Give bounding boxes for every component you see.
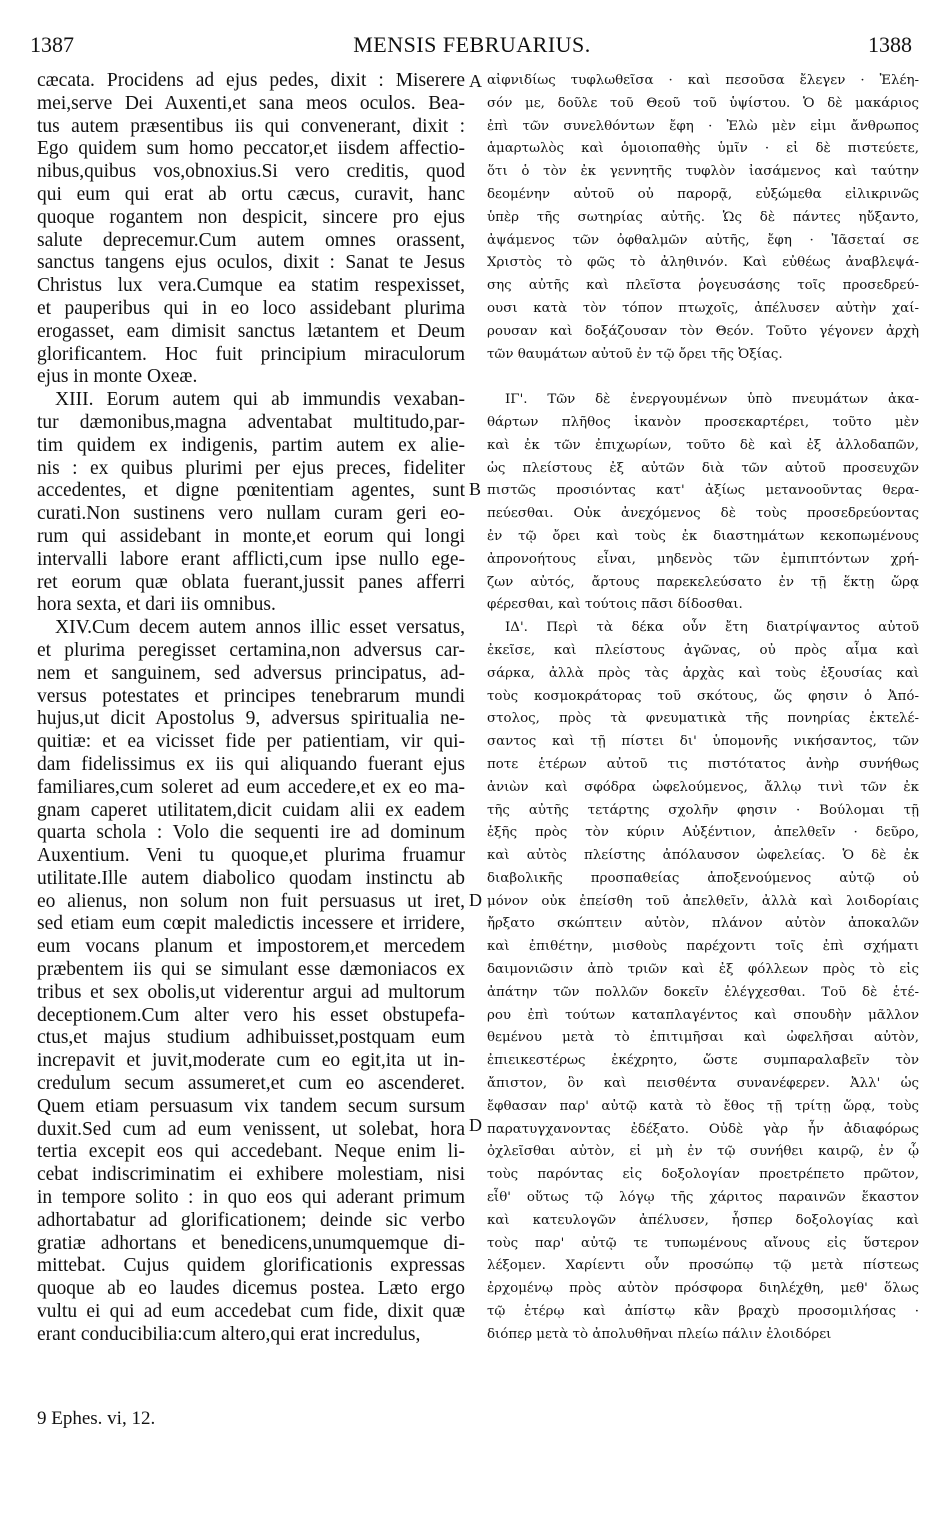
text-line: ἐκεῖσε, καὶ πλείστους ἀγῶνας, οὐ πρὸς αἷμα καὶ — [487, 642, 919, 658]
text-line: τῶν θαυμάτων αὐτοῦ ἐν τῷ ὄρει τῆς Ὀξίας. — [487, 346, 783, 362]
text-line: ctus,et majus studium adhibuisset,postquam eum — [37, 1027, 465, 1049]
running-title: MENSIS FEBRUARIUS. — [353, 32, 591, 57]
text-line: curati.Non sustinens vero nullam curam geri eo- — [37, 503, 465, 525]
text-line: στολος, πρὸς τὰ φνευματικὰ τῆς πονηρίας ἐκτελέ- — [487, 711, 919, 727]
text-line: ἄπιστον, ὃν καὶ πεισθέντα συνανέφερεν. Ἀλλ' ὡς — [487, 1076, 919, 1092]
text-line: tribus et sex obolis,ut viderentur argui ad multorum — [37, 981, 465, 1003]
greek-column — [487, 70, 919, 1347]
text-line: cebat indiscriminatim ei exhibere molestiam, nisi — [37, 1164, 465, 1186]
text-line: ἀνιὼν καὶ σφόδρα ὠφελούμενος, ἄλλῳ τινὶ τῶν ἐκ — [487, 779, 919, 795]
margin-marker: B — [469, 479, 482, 499]
text-line: Ego quidem sum homo peccator,et iisdem affectio- — [37, 138, 465, 160]
text-line: eum vocans planum et impostorem,et mercedem — [37, 936, 465, 958]
text-line: ἀπάτην τῶν πολλῶν δοκεῖν ἐλέγχεσθαι. Τοῦ δὲ ἑτέ- — [487, 984, 919, 1000]
text-line: δεομένην αὐτοῦ οὐ παρορᾷ, εὐξώμεθα εἰλικρινῶς — [487, 186, 919, 202]
text-line: ὑπὲρ τῆς σωτηρίας αὐτῆς. Ὡς δὲ πάντες ηὔξαντο, — [487, 209, 919, 225]
footnote: 9 Ephes. vi, 12. — [37, 1408, 156, 1429]
text-line: καὶ κατευλογῶν ἀπέλυσεν, ἧσπερ δοξολογίας καὶ — [487, 1212, 919, 1228]
text-line: tim quidem ex indigenis, partim autem ex alie- — [37, 434, 465, 456]
text-line: ὡς πλείστους ἐξ αὐτῶν διὰ τῶν αὐτοῦ προσευχῶν — [487, 460, 919, 476]
text-line: Quem etiam persuasum vix tandem secum sursum — [37, 1095, 465, 1117]
text-line: θεμένου μετὰ τὸ ἐπιτιμῆσαι καὶ ὠφελῆσαι αὐτὸν, — [487, 1030, 919, 1046]
text-line: tertia excepit eos qui accedebant. Neque enim li- — [37, 1141, 465, 1163]
text-line: ejus in monte Oxeæ. — [37, 366, 198, 388]
text-line: rum qui assidebant in monte,et eorum qui longi — [37, 525, 465, 547]
page-number-right: 1388 — [868, 32, 912, 57]
text-line: ret eorum quæ oblata fuerant,jussit panes afferri — [37, 571, 465, 593]
text-line: ἐπὶ τῶν συνελθόντων ἔφη · Ἐλὼ μὲν εἰμι ἄνθρωπος — [487, 118, 919, 134]
text-line: Auxentium. Veni tu quoque,et plurima fruamur — [37, 845, 465, 867]
text-line: πιστῶς προσιόντας κατ' ἀξίως μετανοοῦντας θερα- — [487, 483, 919, 499]
text-line: ἐπιεικεστέρως ἐκέχρητο, ὥστε συμπαραλαβεῖν τὸν — [487, 1053, 919, 1069]
text-line: ὅτι ὁ τὸν ἐκ γεννητῆς τυφλὸν ἰασάμενος καὶ ταύτην — [487, 164, 919, 180]
text-line: καὶ ἐπιθέτην, μισθοὺς παρέχοντι τοῖς ἐπὶ σχήματι — [487, 939, 919, 955]
text-line: διόπερ μετὰ τὸ ἀπολυθῆναι πλείω πάλιν ἐλοιδόρει — [487, 1326, 832, 1342]
text-line: εἶθ' οὕτως τῷ λόγῳ τῆς χάριτος παραινῶν ἕκαστον — [487, 1190, 919, 1206]
text-line: eo alienus, non solum non fuit persuasus ut iret, — [37, 890, 465, 912]
text-line: hora sexta, et dari iis omnibus. — [37, 594, 276, 616]
text-line: quoque rogantem non despicit, sincere pro ejus — [37, 206, 465, 228]
text-line: Christus lux vera.Cumque ea statim respexisset, — [37, 275, 465, 297]
text-line: vultu ei qui ad eum accedebat cum fide, dixit quæ — [37, 1301, 465, 1323]
text-line: θάρτων πλῆθος ἱκανὸν προσεκαρτέρει, τοῦτο μὲν — [487, 414, 919, 430]
text-line: καὶ αὐτὸς πλείστης ἀπόλαυσον ὠφελείας. Ὁ δὲ ἐκ — [487, 848, 919, 864]
text-line: increpavit et juvit,moderate cum eo egit,ita ut in- — [37, 1050, 465, 1072]
text-line: adhortabatur ad glorificationem; deinde sic verbo — [37, 1209, 465, 1231]
text-line: σης αὐτῆς καὶ πλεῖστα ῥογευσάσης τοῖς προσεδρεύ- — [487, 278, 919, 294]
margin-marker: D — [469, 1115, 482, 1135]
text-line: et plurima peregisset certamina,non adversus car- — [37, 639, 465, 661]
text-line: σόν με, δοῦλε τοῦ Θεοῦ τοῦ ὑψίστου. Ὁ δὲ μακάριος — [487, 95, 919, 111]
text-line: erogasset, eam dimisit sanctus lætantem et Deum — [37, 320, 465, 342]
text-line: tur dæmonibus,magna adventabat multitudo,par- — [37, 411, 465, 433]
text-line: nem et sanguinem, sed adversus principatus, ad- — [37, 662, 465, 684]
text-line: gnam caperet utilitatem,dicit cuidam alii ex eadem — [37, 799, 465, 821]
text-line: quitiæ: et ea vicisset fide per patientiam, vir qui- — [37, 731, 465, 753]
text-line: in tempore solito : in quo eos qui aderant primum — [37, 1187, 465, 1209]
text-line: παρατυγχανοντας ἐδέξατο. Οὐδὲ γὰρ ἦν ἀδιαφόρως — [487, 1121, 919, 1137]
text-line: nibus,quibus vos,obnoxius.Si vero creditis, quod — [37, 161, 465, 183]
text-line: ρουσαν καὶ δοξάζουσαν τὸν Θεόν. Τοῦτο γέγονεν ἀρχὴ — [487, 323, 919, 339]
text-line: αἰφνιδίως τυφλωθεῖσα · καὶ πεσοῦσα ἔλεγεν · Ἐλέη- — [487, 73, 919, 88]
text-line: τοὺς παρόντας εἰς δοξολογίαν προετρέπετο πρῶτον, — [487, 1167, 919, 1183]
text-line: gratiæ adhortans et benedicens,unumquemque di- — [37, 1232, 465, 1254]
text-line: XIII. Eorum autem qui ab immundis vexaban- — [55, 389, 465, 411]
text-line: ΙΓ'. Τῶν δὲ ἐνεργουμένων ὑπὸ πνευμάτων ἀκα- — [505, 392, 919, 408]
text-line: καὶ ἐκ τῶν ἐπιχωρίων, τοῦτο δὲ καὶ ἐξ ἀλλοδαπῶν, — [487, 437, 919, 453]
text-line: λέξομεν. Χαρίεντι οὖν προσώπῳ τῷ μετὰ πίστεως — [487, 1258, 919, 1274]
text-line: σάρκα, ἀλλὰ πρὸς τὰς ἀρχὰς καὶ τοὺς ἐξουσίας καὶ — [487, 665, 919, 681]
text-line: quoque ab eo laudes dicemus postea. Læto ergo — [37, 1278, 465, 1300]
text-line: ἑξῆς πρὸς τὸν κύριν Αὐξέντιον, ἀπελθεῖν · δεῦρο, — [487, 825, 919, 841]
text-line: ΙΔ'. Περὶ τὰ δέκα οὖν ἔτη διατρίψαντος αὐτοῦ — [505, 620, 919, 636]
text-line: qui eum qui erat ab ortu cæcus, curavit, hanc — [37, 183, 465, 205]
text-line: XIV.Cum decem autem annos illic esset versatus, — [55, 617, 465, 639]
text-line: quarta schola : Volo die sequenti ire ad dominum — [37, 822, 465, 844]
text-line: ἐν τῷ ὄρει καὶ τοὺς ἐκ διαστημάτων κεκοπωμένους — [487, 528, 919, 544]
text-line: sanctus tangens ejus oculos, dixit : Sanat te Jesus — [37, 252, 465, 274]
text-line: ἁμαρτωλὸς καὶ ὁμοιοπαθὴς ὑμῖν · εἰ δὲ πιστεύετε, — [487, 141, 919, 157]
text-line: πεύεσθαι. Οὐκ ἀνεχόμενος δὲ τοὺς προσεδρεύοντας — [487, 506, 919, 522]
text-line: hujus,ut dicit Apostolus 9, adversus spiritualia ne- — [37, 708, 465, 730]
text-line: credulum secum assumeret,et cum eo ascenderet. — [37, 1073, 465, 1095]
text-line: Χριστὸς τὸ φῶς τὸ ἀληθινόν. Καὶ εὐθέως ἀναβλεψά- — [487, 255, 919, 271]
text-line: cæcata. Procidens ad ejus pedes, dixit : Miserere — [37, 70, 465, 91]
text-line: sed etiam eum cœpit maledictis incessere et irridere, — [37, 913, 465, 935]
latin-column — [37, 70, 465, 1347]
text-line: ἀπρονοήτους εἶναι, μηδενὸς τῶν ἐμπιπτόντων χρή- — [487, 551, 919, 567]
text-line: ουσι κατὰ τὸν τόπον πτωχοῖς, ἀπέλυσεν αὐτὴν χαί- — [487, 300, 919, 316]
page-number-left: 1387 — [30, 32, 74, 57]
text-line: ἀψάμενος τῶν ὀφθαλμῶν αὐτῆς, ἔφη · Ἰᾶσεταί σε — [487, 232, 919, 248]
text-line: ἤρξατο σκώπτειν αὐτὸν, πλάνον αὐτὸν ἀποκαλῶν — [487, 916, 919, 932]
text-line: glorificantem. Hoc fuit principium miraculorum — [37, 343, 465, 365]
text-line: et pauperibus qui in eo loco assidebant plurima — [37, 297, 465, 319]
text-line: ἔφθασαν παρ' αὐτῷ κατὰ τὸ ἔθος τῇ τρίτῃ ὥρᾳ, τοὺς — [487, 1098, 919, 1114]
text-line: τῆς αὐτῆς τετάρτης σχολῆν φησιν · Βούλομαι τῇ — [487, 802, 919, 818]
text-line — [487, 366, 919, 389]
text-line: τοὺς παρ' αὐτῷ τε τυπωμένους αἴνους εἰς ὕστερον — [487, 1235, 919, 1251]
text-line: διαβολικῆς προσπαθείας ἀποξενούμενος αὐτῷ οὐ — [487, 870, 919, 886]
text-line: nis : ex quibus plurimi per ejus preces, fideliter — [37, 457, 465, 479]
text-line: τοὺς κοσμοκράτορας τοῦ σκότους, ὥς φησιν ὁ Ἀπό- — [487, 688, 919, 704]
page-header — [22, 30, 922, 64]
margin-marker: D — [469, 890, 482, 910]
text-line: τῷ ἑτέρῳ καὶ ἀπίστῳ κἂν βραχὺ προσομιλήσας · — [487, 1304, 919, 1320]
margin-marker: A — [469, 71, 482, 91]
text-line: δαιμονιῶσιν ἀπὸ τριῶν καὶ ἐξ φόλλεων πρὸς τὸ εἰς — [487, 962, 919, 978]
text-line: dam fidelissimus ex iis qui aliquando fuerant ejus — [37, 753, 465, 775]
text-line: ἐρχομένῳ πρὸς αὐτὸν πρόσφορα διηλέχθη, μεθ' ὅλως — [487, 1281, 919, 1297]
text-line: mei,serve Dei Auxenti,et sana meos oculos. Bea- — [37, 92, 465, 114]
text-line: mittebat. Cujus quidem glorificationis expressas — [37, 1255, 465, 1277]
text-line: φέρεσθαι, καὶ τούτοις πᾶσι δίδοσθαι. — [487, 597, 743, 613]
text-line: præbentem iis qui se simulant esse dæmoniacos ex — [37, 959, 465, 981]
text-line: tus autem præsentibus iis qui convenerant, dixit : — [37, 115, 465, 137]
text-line: duxit.Sed cum ad eum venissent, ut solebat, hora — [37, 1118, 465, 1140]
text-line: familiares,cum soleret ad eum accedere,et ex eo ma- — [37, 776, 465, 798]
text-line: ζων αὐτός, ἄρτους παρεκελεύσατο ἐν τῇ ἕκτῃ ὥρᾳ — [487, 574, 919, 590]
text-line: deceptionem.Cum alter vero his esset obstupefa- — [37, 1004, 465, 1026]
text-line: utilitate.Ille autem diabolico quodam instinctu ab — [37, 867, 465, 889]
text-line: intervalli labore erant afflicti,cum ipse nullo ege- — [37, 548, 465, 570]
text-line: ὀχλεῖσθαι αὐτὸν, εἰ μὴ ἐν τῷ συνήθει καιρῷ, ἐν ᾧ — [487, 1144, 919, 1160]
text-line: ρου ἐπὶ τούτων καταπλαγέντος καὶ σπουδὴν μᾶλλον — [487, 1007, 919, 1023]
text-line: ποτε ἑτέρων αὐτοῦ τις πιστότατος ἀνὴρ συνήθως — [487, 756, 919, 772]
text-line: μόνον οὐκ ἐπείσθη τοῦ ἀπελθεῖν, ἀλλὰ καὶ λοιδορίαις — [487, 893, 919, 909]
text-line: salute deprecemur.Cum autem omnes orassent, — [37, 229, 465, 251]
text-line: versus potestates et principes tenebrarum mundi — [37, 685, 465, 707]
text-line: erant conducibilia:cum altero,qui erat incredulus, — [37, 1323, 421, 1345]
text-line: σαντος καὶ τῇ πίστει δι' ὑπομονῆς νικήσαντος, τῶν — [487, 734, 919, 750]
text-line: accedentes, et digne pœnitentiam agentes, sunt — [37, 480, 465, 502]
